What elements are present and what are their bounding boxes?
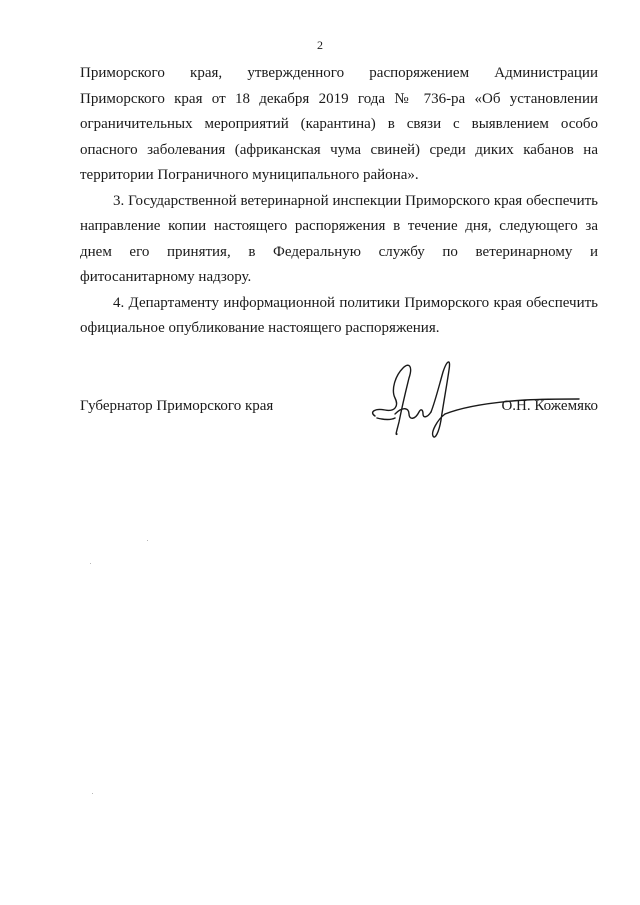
paragraph-item-4: 4. Департаменту информационной политики Приморского края обеспечить официальное опубликование настоящего распоряжения. [80,294,598,336]
paragraph-item-3: 3. Государственной ветеринарной инспекции Приморского края обеспечить направление копии настоящего распоряжения в течение дня, следующего за днем его принятия, в Федеральную службу по ветеринарному и фитосанитарному надзору. [80,192,598,285]
document-body [80,61,598,342]
signer-title: Губернатор Приморского края [80,398,274,414]
paragraph-continuation: Приморского края, утвержденного распоряжением Администрации Приморского края от 18 декабря 2019 года № 736-ра «Об установлении ограничительных мероприятий (карантина) в связи с выявлением особо опасного заболевания (африканская чума свиней) среди диких кабанов на территории Пограничного муниципального района». [80,65,598,183]
scan-speck [147,540,148,541]
signer-name: О.Н. Кожемяко [501,398,598,414]
signature-block [80,394,598,424]
page-number: 2 [317,38,323,52]
scan-speck [92,793,93,794]
scan-speck [90,563,91,564]
